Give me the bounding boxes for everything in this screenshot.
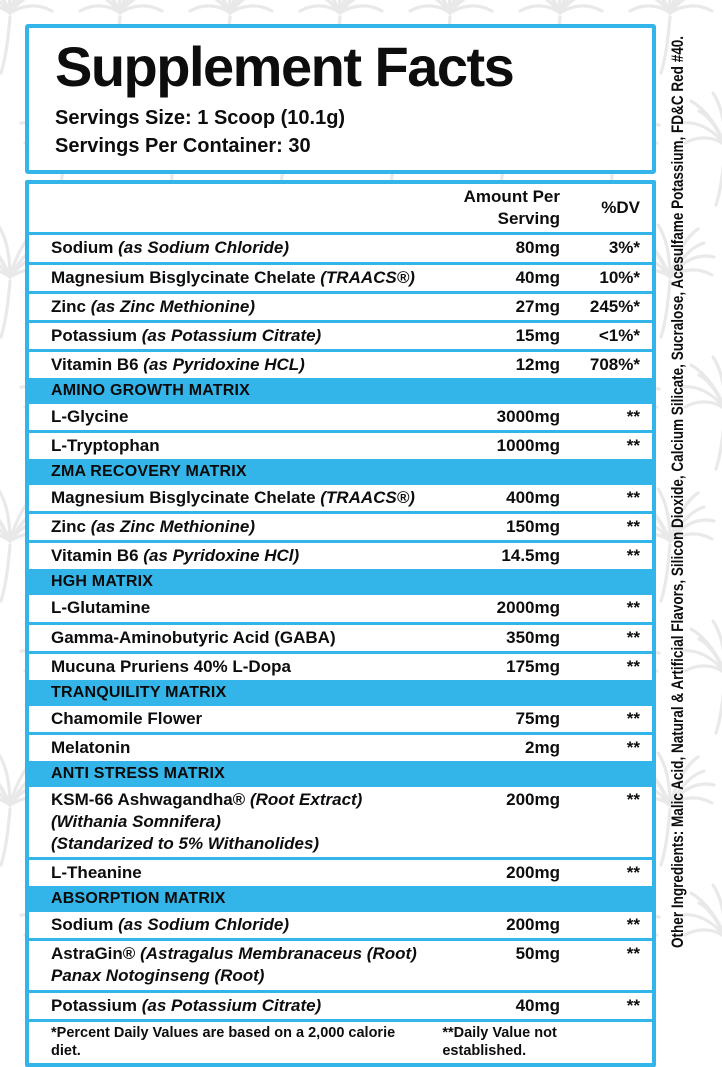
ingredient-name: AstraGin® bbox=[51, 944, 136, 964]
ingredient-row bbox=[29, 654, 652, 680]
ingredient-name-cell bbox=[51, 789, 440, 855]
ingredient-row bbox=[29, 514, 652, 540]
ingredient-dv: ** bbox=[626, 863, 640, 883]
ingredient-name-cell bbox=[51, 435, 440, 457]
ingredient-detail: (as Pyridoxine HCl) bbox=[143, 546, 300, 566]
supplement-facts-label bbox=[25, 24, 656, 1067]
ingredient-dv: ** bbox=[626, 708, 640, 728]
section-header-label: ANTI STRESS MATRIX bbox=[51, 764, 225, 782]
facts-table bbox=[25, 180, 656, 1067]
ingredient-dv: ** bbox=[626, 944, 640, 964]
ingredient-name: L-Glutamine bbox=[51, 598, 151, 618]
ingredient-detail-line2: Panax Notoginseng (Root) bbox=[51, 966, 265, 986]
ingredient-row bbox=[29, 265, 652, 291]
ingredient-amount: 150mg bbox=[506, 517, 560, 537]
ingredient-row bbox=[29, 625, 652, 651]
ingredient-amount: 400mg bbox=[506, 488, 560, 508]
ingredient-name-cell bbox=[51, 545, 440, 567]
column-header-dv: %DV bbox=[601, 198, 640, 218]
section-header-row bbox=[29, 381, 652, 401]
ingredient-dv: ** bbox=[626, 995, 640, 1015]
ingredient-amount: 40mg bbox=[515, 267, 560, 287]
section-header-row bbox=[29, 683, 652, 703]
ingredient-dv: ** bbox=[626, 546, 640, 566]
ingredient-name: Vitamin B6 bbox=[51, 546, 139, 566]
ingredient-row bbox=[29, 595, 652, 621]
ingredient-row bbox=[29, 543, 652, 569]
serving-size-text: Servings Size: 1 Scoop (10.1g) bbox=[55, 107, 346, 130]
section-header-label: TRANQUILITY MATRIX bbox=[51, 683, 227, 701]
footnote-daily-values: *Percent Daily Values are based on a 2,000 calorie diet. bbox=[51, 1024, 396, 1060]
ingredient-amount: 75mg bbox=[515, 708, 560, 728]
ingredient-detail: (as Pyridoxine HCL) bbox=[143, 354, 305, 374]
ingredient-amount: 1000mg bbox=[496, 436, 560, 456]
ingredient-name: Mucuna Pruriens 40% L-Dopa bbox=[51, 656, 291, 676]
ingredient-row bbox=[29, 860, 652, 886]
ingredient-name-cell bbox=[51, 943, 440, 987]
section-header-row bbox=[29, 889, 652, 909]
ingredient-dv: 245%* bbox=[589, 296, 640, 316]
ingredient-amount: 200mg bbox=[506, 789, 560, 809]
ingredient-row bbox=[29, 912, 652, 938]
section-header-label: ABSORPTION MATRIX bbox=[51, 890, 226, 908]
ingredient-name-cell bbox=[51, 656, 440, 678]
ingredient-dv: <1%* bbox=[598, 325, 640, 345]
ingredient-row bbox=[29, 706, 652, 732]
section-header-label: ZMA RECOVERY MATRIX bbox=[51, 463, 247, 481]
ingredient-name: Potassium bbox=[51, 995, 137, 1015]
footnote-not-established: **Daily Value not established. bbox=[442, 1024, 557, 1060]
ingredient-amount: 350mg bbox=[506, 627, 560, 647]
ingredient-name-cell bbox=[51, 995, 440, 1017]
ingredient-detail: (as Potassium Citrate) bbox=[141, 325, 322, 345]
ingredient-row bbox=[29, 787, 652, 857]
ingredient-name: KSM-66 Ashwagandha® bbox=[51, 789, 246, 809]
other-ingredients-text: Other Ingredients: Malic Acid, Natural & Artificial Flavors, Silicon Dioxide, Calcium Silicate, Sucralose, Acesulfame Potassium, FD&C Red #40. bbox=[669, 35, 687, 948]
ingredient-dv: 10%* bbox=[599, 267, 640, 287]
ingredient-row bbox=[29, 993, 652, 1019]
ingredient-row bbox=[29, 433, 652, 459]
ingredient-amount: 15mg bbox=[515, 325, 560, 345]
ingredient-amount: 14.5mg bbox=[501, 546, 560, 566]
page-title: Supplement Facts bbox=[55, 35, 514, 98]
table-header-row bbox=[29, 184, 652, 232]
section-header-row bbox=[29, 764, 652, 784]
section-header-row bbox=[29, 572, 652, 592]
column-header-amount: Amount Per Serving bbox=[463, 187, 560, 229]
ingredient-amount: 2mg bbox=[525, 737, 560, 757]
ingredient-detail: (as Sodium Chloride) bbox=[118, 238, 290, 258]
ingredient-amount: 2000mg bbox=[496, 598, 560, 618]
ingredient-dv: ** bbox=[626, 627, 640, 647]
ingredient-name-cell bbox=[51, 325, 440, 347]
ingredient-detail: (as Zinc Methionine) bbox=[90, 296, 256, 316]
ingredient-row bbox=[29, 294, 652, 320]
ingredient-dv: ** bbox=[626, 406, 640, 426]
ingredient-detail-line2: (Standarized to 5% Withanolides) bbox=[51, 834, 320, 854]
ingredient-name: Magnesium Bisglycinate Chelate bbox=[51, 488, 316, 508]
ingredient-name-cell bbox=[51, 237, 440, 259]
ingredient-dv: ** bbox=[626, 656, 640, 676]
ingredient-detail: (Root Extract) (Withania Somnifera) bbox=[51, 789, 363, 831]
ingredient-detail: (as Sodium Chloride) bbox=[118, 915, 290, 935]
ingredient-name-cell bbox=[51, 296, 440, 318]
ingredient-dv: ** bbox=[626, 789, 640, 809]
ingredient-amount: 40mg bbox=[515, 995, 560, 1015]
ingredient-name-cell bbox=[51, 708, 440, 730]
ingredient-row bbox=[29, 352, 652, 378]
header-panel bbox=[25, 24, 656, 174]
ingredient-name-cell bbox=[51, 487, 440, 509]
ingredient-amount: 175mg bbox=[506, 656, 560, 676]
ingredient-name: Sodium bbox=[51, 915, 114, 935]
ingredient-dv: ** bbox=[626, 598, 640, 618]
ingredient-name: Zinc bbox=[51, 296, 86, 316]
ingredient-name: Gamma-Aminobutyric Acid (GABA) bbox=[51, 627, 336, 647]
ingredient-detail: (Astragalus Membranaceus (Root) bbox=[140, 944, 417, 964]
ingredient-amount: 200mg bbox=[506, 863, 560, 883]
ingredient-name: Chamomile Flower bbox=[51, 708, 203, 728]
ingredient-detail: (as Zinc Methionine) bbox=[90, 517, 256, 537]
ingredient-dv: ** bbox=[626, 915, 640, 935]
ingredient-row bbox=[29, 235, 652, 261]
ingredient-row bbox=[29, 735, 652, 761]
ingredient-row bbox=[29, 323, 652, 349]
ingredient-row bbox=[29, 485, 652, 511]
footnote-row bbox=[29, 1022, 652, 1064]
ingredient-dv: ** bbox=[626, 436, 640, 456]
ingredient-name-cell bbox=[51, 737, 440, 759]
ingredient-name: L-Glycine bbox=[51, 406, 129, 426]
ingredient-name: Magnesium Bisglycinate Chelate bbox=[51, 267, 316, 287]
ingredient-dv: ** bbox=[626, 737, 640, 757]
ingredient-name-cell bbox=[51, 597, 440, 619]
ingredient-name: L-Theanine bbox=[51, 863, 142, 883]
ingredient-name: Sodium bbox=[51, 238, 114, 258]
ingredient-row bbox=[29, 404, 652, 430]
ingredient-detail: (TRAACS®) bbox=[320, 267, 415, 287]
ingredient-amount: 27mg bbox=[515, 296, 560, 316]
ingredient-amount: 80mg bbox=[515, 238, 560, 258]
ingredient-name: Zinc bbox=[51, 517, 86, 537]
servings-per-container-text: Servings Per Container: 30 bbox=[55, 134, 311, 157]
ingredient-row bbox=[29, 941, 652, 989]
ingredient-name-cell bbox=[51, 516, 440, 538]
ingredient-dv: 3%* bbox=[608, 238, 640, 258]
ingredient-amount: 200mg bbox=[506, 915, 560, 935]
ingredient-name-cell bbox=[51, 914, 440, 936]
ingredient-dv: ** bbox=[626, 488, 640, 508]
ingredient-amount: 12mg bbox=[515, 354, 560, 374]
section-header-label: AMINO GROWTH MATRIX bbox=[51, 381, 251, 399]
section-header-row bbox=[29, 462, 652, 482]
ingredient-name: Vitamin B6 bbox=[51, 354, 139, 374]
ingredient-name-cell bbox=[51, 354, 440, 376]
ingredient-dv: ** bbox=[626, 517, 640, 537]
ingredient-detail: (as Potassium Citrate) bbox=[141, 995, 322, 1015]
ingredient-dv: 708%* bbox=[589, 354, 640, 374]
ingredient-name-cell bbox=[51, 862, 440, 884]
section-header-label: HGH MATRIX bbox=[51, 573, 154, 591]
ingredient-name-cell bbox=[51, 627, 440, 649]
ingredient-name-cell bbox=[51, 267, 440, 289]
ingredient-name: Potassium bbox=[51, 325, 137, 345]
ingredient-amount: 3000mg bbox=[496, 406, 560, 426]
ingredient-name: Melatonin bbox=[51, 737, 131, 757]
ingredient-detail: (TRAACS®) bbox=[320, 488, 415, 508]
ingredient-name-cell bbox=[51, 406, 440, 428]
ingredient-name: L-Tryptophan bbox=[51, 436, 160, 456]
ingredient-amount: 50mg bbox=[515, 944, 560, 964]
